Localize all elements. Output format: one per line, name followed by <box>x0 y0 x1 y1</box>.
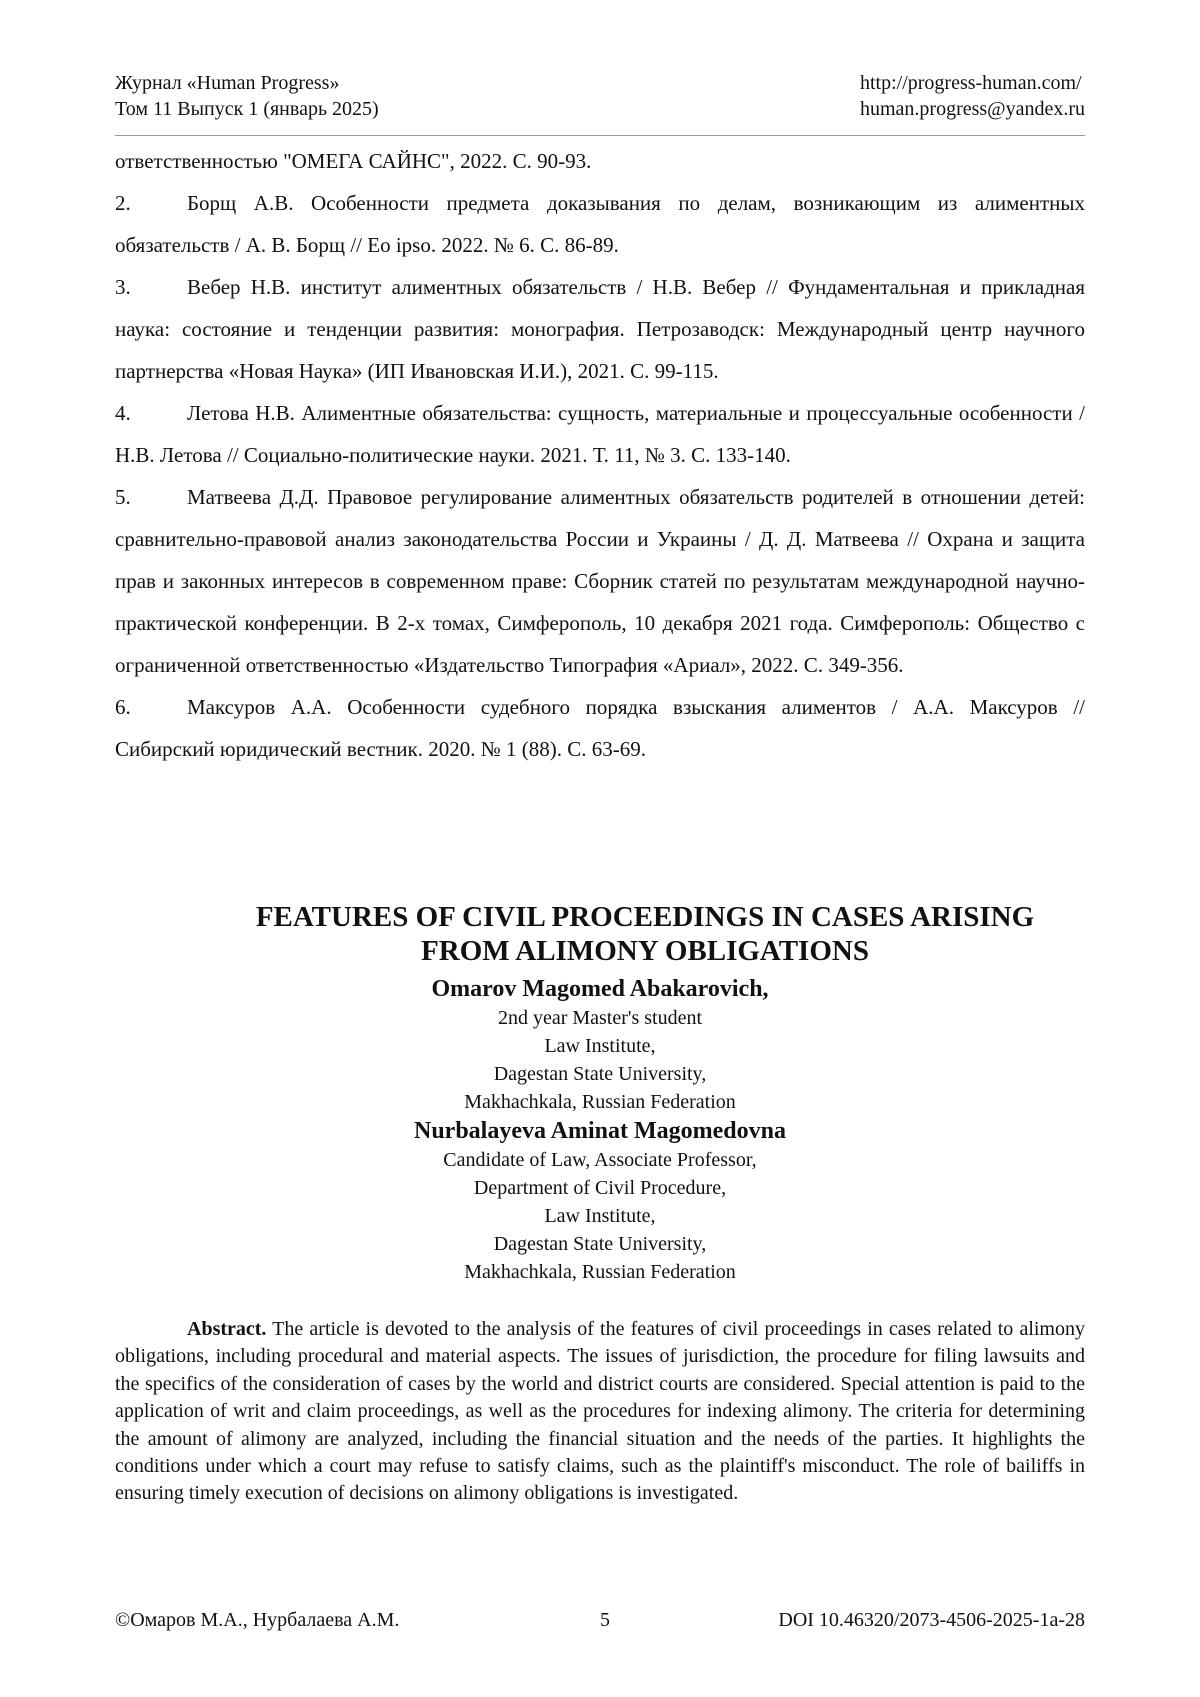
author-affiliation-line: Law Institute, <box>544 1035 656 1057</box>
author-name: Omarov Magomed Abakarovich, <box>431 976 769 1002</box>
author-affiliation-line: Department of Civil Procedure, <box>473 1177 727 1199</box>
article-title <box>115 900 1085 968</box>
author-affiliation-line: Law Institute, <box>544 1205 656 1227</box>
reference-number: 6. <box>115 695 131 719</box>
author-name: Nurbalayeva Aminat Magomedovna <box>414 1118 786 1144</box>
reference-item <box>115 476 1085 686</box>
journal-url[interactable]: http://progress-human.com/ <box>859 72 1082 94</box>
journal-info <box>115 70 379 122</box>
author-affiliation-line: Makhachkala, Russian Federation <box>464 1261 736 1283</box>
author-affiliation-line: Dagestan State University, <box>493 1233 707 1255</box>
reference-list <box>115 140 1085 770</box>
reference-text: Вебер Н.В. институт алиментных обязательств / Н.В. Вебер // Фундаментальная и прикладная наука: состояние и тенденции развития: монография. Петрозаводск: Международный центр научного партнерства «Новая Наука» (ИП Ивановская И.И.), 2021. С. 99-115. <box>115 275 1085 383</box>
abstract <box>115 1316 1085 1508</box>
reference-number: 3. <box>115 275 131 299</box>
page-number: 5 <box>600 1609 610 1631</box>
abstract-text: The article is devoted to the analysis of the features of civil proceedings in cases related to alimony obligations, including procedural and material aspects. The issues of jurisdiction, the procedure for filing lawsuits and the specifics of the consideration of cases by the world and district courts are considered. Special attention is paid to the application of writ and claim proceedings, as well as the procedures for indexing alimony. The criteria for determining the amount of alimony are analyzed, including the financial situation and the needs of the parties. It highlights the conditions under which a court may refuse to satisfy claims, such as the plaintiff's misconduct. The role of bailiffs in ensuring timely execution of decisions on alimony obligations is investigated. <box>115 1318 1085 1505</box>
reference-continuation: ответственностью "ОМЕГА САЙНС", 2022. С. 90-93. <box>115 149 592 173</box>
header-divider <box>115 135 1085 136</box>
reference-item <box>115 392 1085 476</box>
reference-text: Борщ А.В. Особенности предмета доказывания по делам, возникающим из алиментных обязательств / А. В. Борщ // Eo ipso. 2022. № 6. С. 86-89. <box>115 191 1085 257</box>
author-affiliation-line: Dagestan State University, <box>493 1063 707 1085</box>
article-title-line: FROM ALIMONY OBLIGATIONS <box>421 935 869 967</box>
reference-item <box>115 686 1085 770</box>
reference-item <box>115 182 1085 266</box>
journal-email[interactable]: human.progress@yandex.ru <box>859 98 1085 120</box>
reference-text: Матвеева Д.Д. Правовое регулирование алиментных обязательств родителей в отношении детей: сравнительно-правовой анализ законодательства России и Украины / Д. Д. Матвеева // Охрана и защита прав и законных интересов в современном праве: Сборник статей по результатам международной научно-практической конференции. В 2-х томах, Симферополь, 10 декабря 2021 года. Симферополь: Общество с ограниченной ответственностью «Издательство Типография «Ариал», 2022. С. 349-356. <box>115 485 1085 677</box>
author-affiliation-line: 2nd year Master's student <box>497 1007 703 1029</box>
reference-number: 2. <box>115 191 131 215</box>
reference-text: Максуров А.А. Особенности судебного порядка взыскания алиментов / А.А. Максуров // Сибирский юридический вестник. 2020. № 1 (88). С. 63-69. <box>115 695 1085 761</box>
journal-issue: Том 11 Выпуск 1 (январь 2025) <box>115 98 379 120</box>
author-affiliation-line: Makhachkala, Russian Federation <box>464 1091 736 1113</box>
author-affiliation-line: Candidate of Law, Associate Professor, <box>443 1149 757 1171</box>
footer-doi: DOI 10.46320/2073-4506-2025-1a-28 <box>778 1609 1085 1631</box>
footer-copyright: ©Омаров М.А., Нурбалаева А.М. <box>115 1609 400 1631</box>
reference-text: Летова Н.В. Алиментные обязательства: сущность, материальные и процессуальные особенности / Н.В. Летова // Социально-политические науки. 2021. Т. 11, № 3. С. 133-140. <box>115 401 1085 467</box>
reference-number: 5. <box>115 485 131 509</box>
reference-number: 4. <box>115 401 131 425</box>
journal-name: Журнал «Human Progress» <box>115 72 340 94</box>
journal-contacts <box>860 70 1085 122</box>
author-block <box>115 974 1085 1286</box>
article-title-line: FEATURES OF CIVIL PROCEEDINGS IN CASES ARISING <box>255 901 1035 933</box>
reference-item <box>115 266 1085 392</box>
abstract-label: Abstract. <box>187 1318 267 1340</box>
